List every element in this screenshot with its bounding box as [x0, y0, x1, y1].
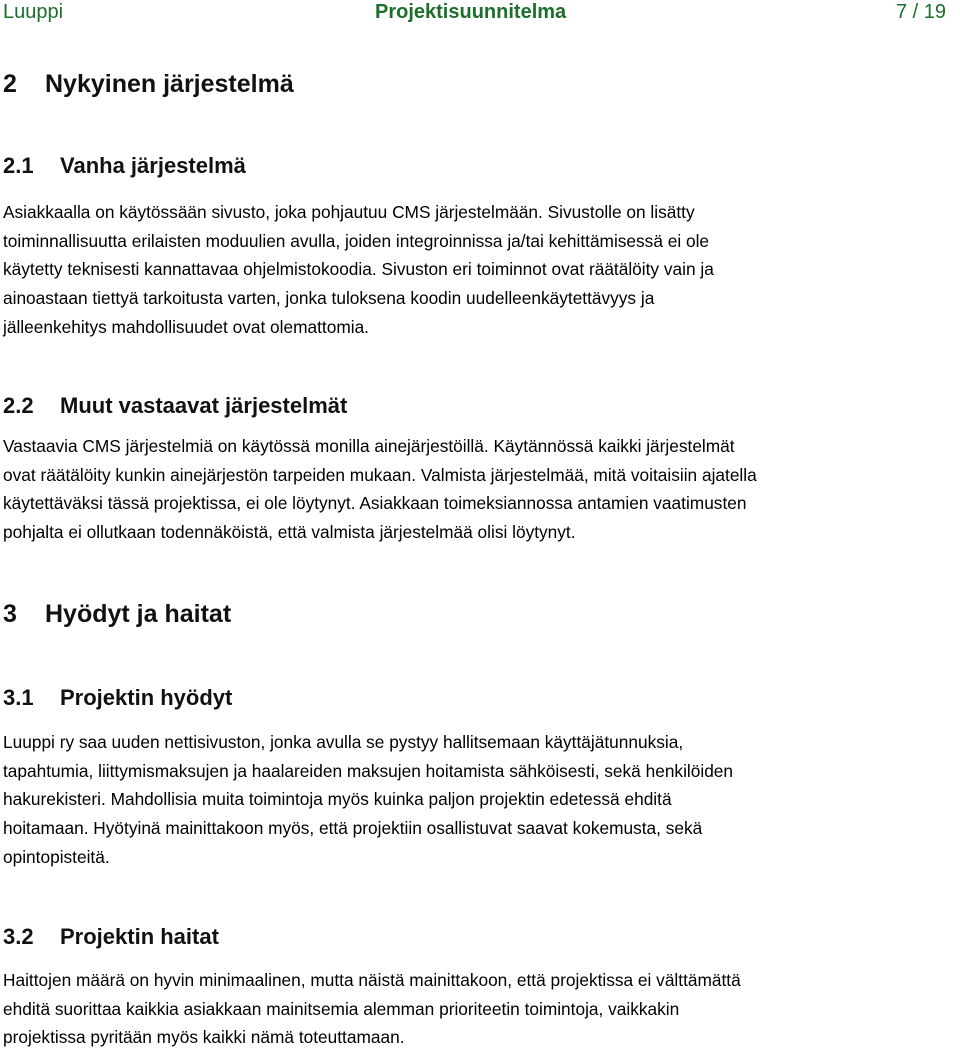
- heading-section-3: [3, 599, 231, 629]
- paragraph-section-2-1: [3, 198, 953, 342]
- paragraph-section-2-2: [3, 432, 953, 547]
- text-line: pohjalta ei ollutkaan todennäköistä, että valmista järjestelmää olisi löytynyt.: [3, 522, 576, 543]
- heading-section-3-1: [3, 684, 232, 712]
- heading-title: Hyödyt ja haitat: [45, 600, 232, 628]
- header-document-title: Projektisuunnitelma: [375, 1, 567, 23]
- text-line: Luuppi ry saa uuden nettisivuston, jonka avulla se pystyy hallitsemaan käyttäjätunnuksia,: [3, 732, 684, 752]
- heading-section-2: [3, 69, 294, 99]
- text-line: Vastaavia CMS järjestelmiä on käytössä monilla ainejärjestöillä. Käytännössä kaikki järjestelmät: [3, 436, 735, 456]
- text-line: hoitamaan. Hyötyinä mainittakoon myös, että projektiin osallistuvat saavat kokemusta, sekä: [3, 818, 703, 839]
- heading-title: Vanha järjestelmä: [60, 153, 246, 178]
- heading-title: Nykyinen järjestelmä: [45, 70, 294, 98]
- heading-section-3-2: [3, 923, 219, 951]
- header-page-indicator: 7 / 19: [895, 1, 946, 23]
- text-line: käytetty teknisesti kannattavaa ohjelmistokoodia. Sivuston eri toiminnot ovat räätälöity vain ja: [3, 259, 714, 280]
- heading-number: 3.2: [3, 924, 34, 949]
- heading-section-2-2: [3, 392, 347, 420]
- heading-title: Muut vastaavat järjestelmät: [60, 393, 348, 418]
- text-line: projektissa pyritään myös kaikki nämä toteuttamaan.: [3, 1027, 405, 1048]
- text-line: ehditä suorittaa kaikkia asiakkaan mainitsemia alemman prioriteetin toimintoja, vaikkakin: [3, 998, 680, 1019]
- heading-number: 2: [3, 70, 17, 98]
- running-header: [0, 0, 960, 24]
- heading-title: Projektin hyödyt: [60, 685, 233, 710]
- text-line: ainoastaan tiettyä tarkoitusta varten, jonka tuloksena koodin uudelleenkäytettävyys ja: [3, 288, 655, 309]
- paragraph-section-3-2: [3, 966, 953, 1052]
- heading-number: 2.2: [3, 393, 34, 418]
- text-line: ovat räätälöity kunkin ainejärjestön tarpeiden mukaan. Valmista järjestelmää, mitä voitaisiin ajatella: [3, 464, 757, 485]
- paragraph-section-3-1: [3, 728, 953, 872]
- text-line: hakurekisteri. Mahdollisia muita toimintoja myös kuinka paljon projektin edetessä ehditä: [3, 789, 672, 810]
- text-line: opintopisteitä.: [3, 846, 110, 867]
- text-line: käytettäväksi tässä projektissa, ei ole löytynyt. Asiakkaan toimeksiannossa antamien vaatimusten: [3, 493, 747, 514]
- header-organization: Luuppi: [3, 1, 64, 23]
- text-line: Haittojen määrä on hyvin minimaalinen, mutta näistä mainittakoon, että projektissa ei välttämättä: [3, 970, 741, 990]
- heading-section-2-1: [3, 152, 246, 180]
- text-line: jälleenkehitys mahdollisuudet ovat olemattomia.: [3, 316, 369, 337]
- text-line: Asiakkaalla on käytössään sivusto, joka pohjautuu CMS järjestelmään. Sivustolle on lisätty: [3, 202, 695, 222]
- text-line: tapahtumia, liittymismaksujen ja haalareiden maksujen hoitamista sähköisesti, sekä henkilöiden: [3, 760, 734, 781]
- heading-number: 3.1: [3, 685, 34, 710]
- heading-number: 2.1: [3, 153, 34, 178]
- heading-number: 3: [3, 600, 17, 628]
- text-line: toiminnallisuutta erilaisten moduulien avulla, joiden integroinnissa ja/tai kehittämisessä ei ole: [3, 230, 710, 251]
- heading-title: Projektin haitat: [60, 924, 219, 949]
